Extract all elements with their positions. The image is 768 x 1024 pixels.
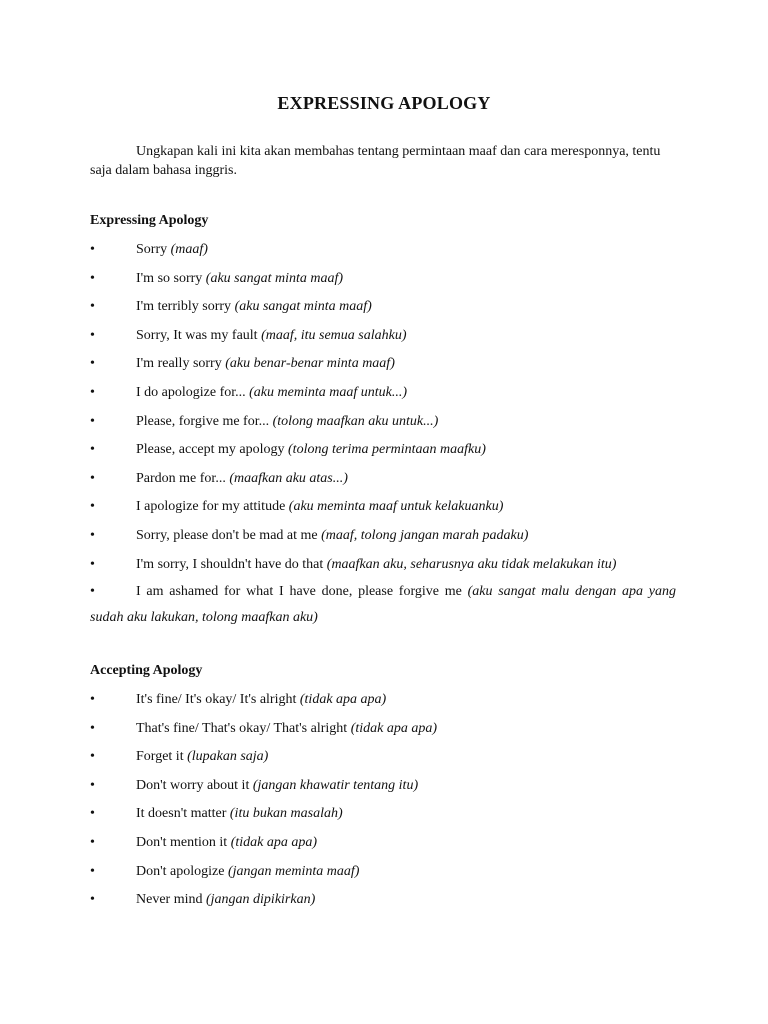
translation: (maaf, itu semua salahku) bbox=[261, 327, 407, 343]
phrase: Sorry, please don't be mad at me bbox=[136, 527, 318, 543]
list-item bbox=[90, 297, 676, 326]
expressing-apology-heading: Expressing Apology bbox=[90, 213, 209, 228]
list-item bbox=[90, 240, 676, 269]
list-item bbox=[90, 383, 676, 412]
list-item bbox=[90, 776, 676, 805]
list-item bbox=[90, 890, 676, 919]
translation: (jangan meminta maaf) bbox=[227, 863, 360, 879]
phrase: I apologize for my attitude bbox=[136, 499, 286, 515]
translation: (tolong terima permintaan maafku) bbox=[288, 442, 486, 458]
translation: (maafkan aku, seharusnya aku tidak melakukan itu) bbox=[326, 556, 617, 572]
list-item bbox=[90, 747, 676, 776]
phrase: Don't worry about it bbox=[136, 777, 250, 793]
bullet-icon: • bbox=[90, 834, 95, 850]
expressing-apology-list bbox=[90, 240, 676, 631]
phrase: Please, forgive me for... bbox=[136, 413, 270, 429]
phrase: That's fine/ That's okay/ That's alright bbox=[136, 720, 348, 736]
list-item bbox=[90, 804, 676, 833]
translation: (tidak apa apa) bbox=[230, 834, 318, 850]
translation: (maaf, tolong jangan marah padaku) bbox=[321, 527, 529, 543]
translation: (itu bukan masalah) bbox=[229, 806, 343, 822]
accepting-apology-heading: Accepting Apology bbox=[90, 663, 203, 678]
phrase: Forget it bbox=[136, 749, 184, 765]
list-item bbox=[90, 690, 676, 719]
bullet-icon: • bbox=[90, 584, 95, 600]
phrase: Pardon me for... bbox=[136, 470, 226, 486]
translation: (aku benar-benar minta maaf) bbox=[225, 356, 395, 372]
bullet-icon: • bbox=[90, 777, 95, 793]
bullet-icon: • bbox=[90, 499, 95, 515]
list-item bbox=[90, 526, 676, 555]
bullet-icon: • bbox=[90, 299, 95, 315]
translation: (aku meminta maaf untuk...) bbox=[249, 384, 407, 400]
bullet-icon: • bbox=[90, 384, 95, 400]
translation: (jangan dipikirkan) bbox=[205, 892, 316, 908]
phrase: Sorry bbox=[136, 242, 168, 257]
bullet-icon: • bbox=[90, 356, 95, 372]
bullet-icon: • bbox=[90, 863, 95, 879]
translation: (aku sangat malu dengan apa yang sudah aku lakukan, tolong maafkan aku) bbox=[90, 584, 676, 626]
list-item bbox=[90, 326, 676, 355]
phrase: I'm so sorry bbox=[136, 270, 203, 286]
phrase: Never mind bbox=[136, 892, 203, 908]
list-item bbox=[90, 862, 676, 891]
translation: (tolong maafkan aku untuk...) bbox=[272, 413, 439, 429]
phrase: I'm terribly sorry bbox=[136, 299, 232, 315]
phrase: Please, accept my apology bbox=[136, 442, 285, 458]
bullet-icon: • bbox=[90, 470, 95, 486]
translation: (aku sangat minta maaf) bbox=[234, 299, 372, 315]
phrase: Don't apologize bbox=[136, 863, 225, 879]
bullet-icon: • bbox=[90, 242, 95, 257]
bullet-icon: • bbox=[90, 527, 95, 543]
list-item bbox=[90, 269, 676, 298]
list-item bbox=[90, 440, 676, 469]
translation: (jangan khawatir tentang itu) bbox=[252, 777, 419, 793]
translation: (maafkan aku atas...) bbox=[229, 470, 348, 486]
phrase: I'm sorry, I shouldn't have do that bbox=[136, 556, 324, 572]
intro-text: Ungkapan kali ini kita akan membahas tentang permintaan maaf dan cara meresponnya, tentu saja dalam bahasa inggris. bbox=[90, 144, 661, 178]
phrase: I am ashamed for what I have done, please forgive me bbox=[136, 584, 462, 600]
translation: (maaf) bbox=[170, 242, 208, 257]
bullet-icon: • bbox=[90, 442, 95, 458]
list-item bbox=[90, 719, 676, 748]
document-title: EXPRESSING APOLOGY bbox=[277, 93, 491, 113]
list-item bbox=[90, 354, 676, 383]
list-item bbox=[90, 469, 676, 498]
list-item bbox=[90, 412, 676, 441]
phrase: It's fine/ It's okay/ It's alright bbox=[136, 692, 297, 707]
list-item bbox=[90, 833, 676, 862]
bullet-icon: • bbox=[90, 327, 95, 343]
bullet-icon: • bbox=[90, 892, 95, 908]
phrase: Don't mention it bbox=[136, 834, 228, 850]
bullet-icon: • bbox=[90, 692, 95, 707]
phrase: I'm really sorry bbox=[136, 356, 222, 372]
phrase: It doesn't matter bbox=[136, 806, 227, 822]
bullet-icon: • bbox=[90, 413, 95, 429]
translation: (aku meminta maaf untuk kelakuanku) bbox=[288, 499, 504, 515]
translation: (lupakan saja) bbox=[187, 749, 269, 765]
bullet-icon: • bbox=[90, 270, 95, 286]
phrase: I do apologize for... bbox=[136, 384, 246, 400]
bullet-icon: • bbox=[90, 749, 95, 765]
list-item bbox=[90, 579, 676, 631]
translation: (aku sangat minta maaf) bbox=[205, 270, 344, 286]
list-item bbox=[90, 497, 676, 526]
translation: (tidak apa apa) bbox=[299, 692, 387, 707]
accepting-apology-list bbox=[90, 690, 676, 919]
intro-paragraph bbox=[90, 142, 674, 180]
bullet-icon: • bbox=[90, 720, 95, 736]
phrase: Sorry, It was my fault bbox=[136, 327, 258, 343]
bullet-icon: • bbox=[90, 806, 95, 822]
bullet-icon: • bbox=[90, 556, 95, 572]
translation: (tidak apa apa) bbox=[350, 720, 438, 736]
